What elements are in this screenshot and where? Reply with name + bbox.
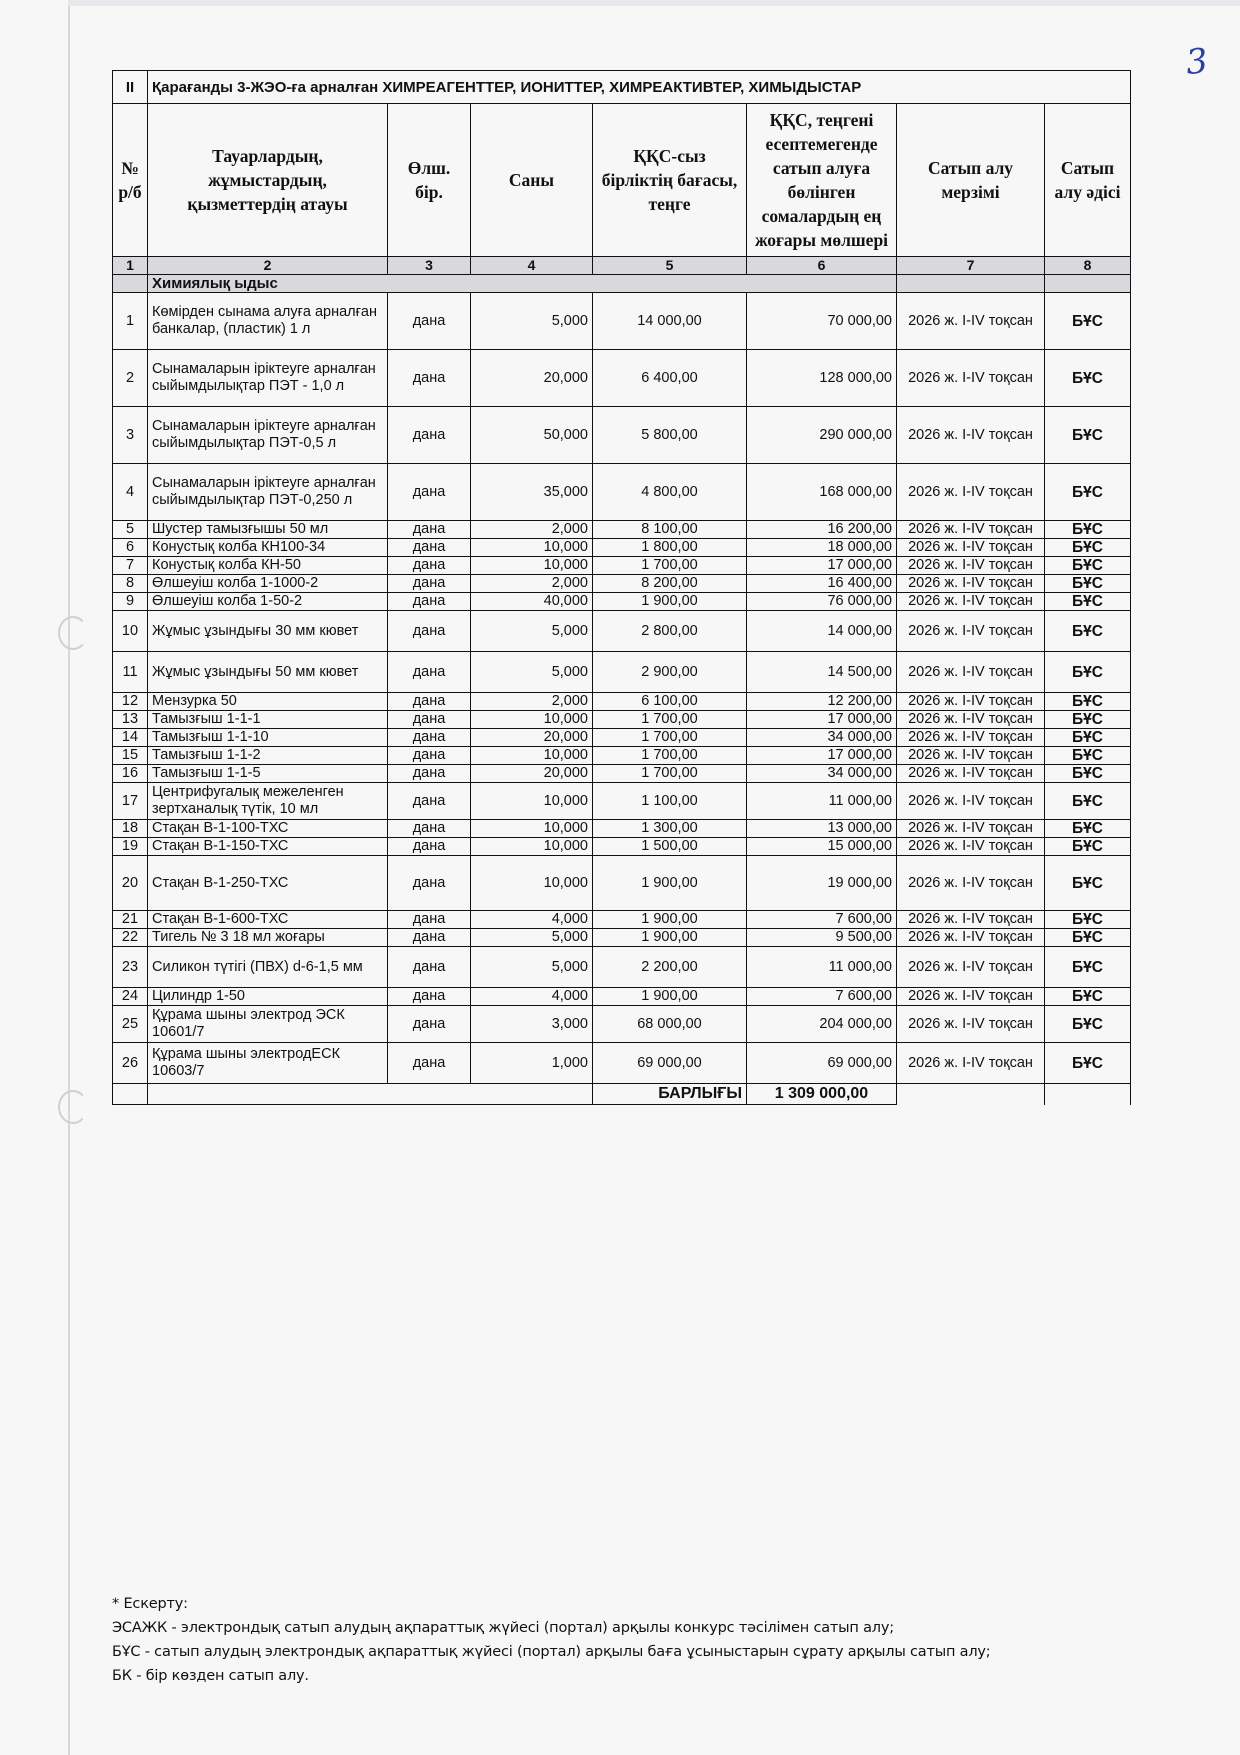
cell-qty: 5,000 (471, 929, 593, 947)
cell-unit: дана (388, 1006, 471, 1043)
cell-amount: 13 000,00 (747, 820, 897, 838)
cell-method: БҰС (1045, 838, 1131, 856)
cell-period: 2026 ж. I-IV тоқсан (897, 575, 1045, 593)
cell-no: 2 (113, 350, 148, 407)
cell-no: 21 (113, 911, 148, 929)
cell-price: 1 700,00 (593, 711, 747, 729)
footnote (112, 1592, 1122, 1688)
cell-no: 19 (113, 838, 148, 856)
section-title: Қарағанды 3-ЖЭО-ға арналған ХИМРЕАГЕНТТЕР, ИОНИТТЕР, ХИМРЕАКТИВТЕР, ХИМЫДЫСТАР (148, 71, 1131, 104)
column-number: 5 (593, 257, 747, 275)
cell-period: 2026 ж. I-IV тоқсан (897, 693, 1045, 711)
cell-name: Стақан В-1-600-ТХС (148, 911, 388, 929)
cell-period: 2026 ж. I-IV тоқсан (897, 820, 1045, 838)
cell-name: Тамызғыш 1-1-1 (148, 711, 388, 729)
cell-no: 20 (113, 856, 148, 911)
cell-unit: дана (388, 693, 471, 711)
cell-price: 69 000,00 (593, 1043, 747, 1084)
cell-price: 2 200,00 (593, 947, 747, 988)
cell-no: 17 (113, 783, 148, 820)
cell-period: 2026 ж. I-IV тоқсан (897, 611, 1045, 652)
cell-amount: 34 000,00 (747, 729, 897, 747)
header-row (113, 104, 1131, 257)
cell-period: 2026 ж. I-IV тоқсан (897, 747, 1045, 765)
table-row (113, 539, 1131, 557)
cell-price: 1 500,00 (593, 838, 747, 856)
table-row (113, 1043, 1131, 1084)
cell-no: 1 (113, 293, 148, 350)
cell-amount: 69 000,00 (747, 1043, 897, 1084)
cell-unit: дана (388, 652, 471, 693)
total-label: БАРЛЫҒЫ (593, 1084, 747, 1105)
cell-name: Шустер тамызғышы 50 мл (148, 521, 388, 539)
cell-amount: 17 000,00 (747, 711, 897, 729)
cell-amount: 128 000,00 (747, 350, 897, 407)
cell-name: Көмірден сынама алуға арналған банкалар, (пластик) 1 л (148, 293, 388, 350)
cell-method: БҰС (1045, 557, 1131, 575)
cell-period: 2026 ж. I-IV тоқсан (897, 350, 1045, 407)
total-row (113, 1084, 1131, 1105)
cell-price: 68 000,00 (593, 1006, 747, 1043)
cell-amount: 19 000,00 (747, 856, 897, 911)
header-unit: Өлш. бір. (388, 104, 471, 257)
cell-method: БҰС (1045, 1043, 1131, 1084)
cell-qty: 10,000 (471, 820, 593, 838)
cell-period: 2026 ж. I-IV тоқсан (897, 652, 1045, 693)
cell-method: БҰС (1045, 350, 1131, 407)
cell-amount: 34 000,00 (747, 765, 897, 783)
cell-name: Өлшеуіш колба 1-1000-2 (148, 575, 388, 593)
cell-price: 2 900,00 (593, 652, 747, 693)
column-number: 1 (113, 257, 148, 275)
cell-unit: дана (388, 783, 471, 820)
cell-price: 1 900,00 (593, 911, 747, 929)
table-row (113, 1006, 1131, 1043)
cell-price: 1 900,00 (593, 988, 747, 1006)
cell-amount: 16 200,00 (747, 521, 897, 539)
cell-name: Цилиндр 1-50 (148, 988, 388, 1006)
cell-method: БҰС (1045, 464, 1131, 521)
table-row (113, 729, 1131, 747)
cell-price: 1 700,00 (593, 729, 747, 747)
cell-period: 2026 ж. I-IV тоқсан (897, 1006, 1045, 1043)
cell-amount: 12 200,00 (747, 693, 897, 711)
cell-name: Стақан В-1-150-ТХС (148, 838, 388, 856)
cell-method: БҰС (1045, 575, 1131, 593)
table-row (113, 557, 1131, 575)
cell-no: 16 (113, 765, 148, 783)
cell-period: 2026 ж. I-IV тоқсан (897, 557, 1045, 575)
cell-amount: 76 000,00 (747, 593, 897, 611)
cell-unit: дана (388, 593, 471, 611)
header-name: Тауарлардың, жұмыстардың, қызметтердің атауы (148, 104, 388, 257)
footnote-title: * Ескерту: (112, 1596, 188, 1612)
cell-amount: 7 600,00 (747, 911, 897, 929)
cell-method: БҰС (1045, 947, 1131, 988)
total-amount: 1 309 000,00 (747, 1084, 897, 1105)
cell-qty: 50,000 (471, 407, 593, 464)
cell-qty: 4,000 (471, 911, 593, 929)
cell-method: БҰС (1045, 911, 1131, 929)
cell-period: 2026 ж. I-IV тоқсан (897, 988, 1045, 1006)
procurement-table (112, 70, 1131, 1105)
table-row (113, 521, 1131, 539)
cell-method: БҰС (1045, 820, 1131, 838)
cell-unit: дана (388, 947, 471, 988)
cell-unit: дана (388, 911, 471, 929)
cell-unit: дана (388, 729, 471, 747)
cell-price: 1 300,00 (593, 820, 747, 838)
cell-period: 2026 ж. I-IV тоқсан (897, 539, 1045, 557)
cell-unit: дана (388, 611, 471, 652)
cell-unit: дана (388, 820, 471, 838)
column-number: 8 (1045, 257, 1131, 275)
cell-name: Силикон түтігі (ПВХ) d-6-1,5 мм (148, 947, 388, 988)
table-body (113, 293, 1131, 1084)
table-row (113, 711, 1131, 729)
cell-period: 2026 ж. I-IV тоқсан (897, 464, 1045, 521)
cell-no: 24 (113, 988, 148, 1006)
cell-price: 8 100,00 (593, 521, 747, 539)
table-row (113, 693, 1131, 711)
table-row (113, 407, 1131, 464)
category-row (113, 275, 1131, 293)
cell-unit: дана (388, 856, 471, 911)
table-row (113, 652, 1131, 693)
table-row (113, 911, 1131, 929)
cell-qty: 4,000 (471, 988, 593, 1006)
cell-no: 25 (113, 1006, 148, 1043)
column-number: 4 (471, 257, 593, 275)
column-number: 7 (897, 257, 1045, 275)
cell-unit: дана (388, 557, 471, 575)
cell-method: БҰС (1045, 693, 1131, 711)
cell-no: 9 (113, 593, 148, 611)
cell-name: Сынамаларын іріктеуге арналған сыйымдылықтар ПЭТ-0,250 л (148, 464, 388, 521)
cell-name: Жұмыс ұзындығы 50 мм кювет (148, 652, 388, 693)
cell-name: Тигель № 3 18 мл жоғары (148, 929, 388, 947)
cell-method: БҰС (1045, 593, 1131, 611)
table-row (113, 988, 1131, 1006)
cell-name: Жұмыс ұзындығы 30 мм кювет (148, 611, 388, 652)
cell-amount: 9 500,00 (747, 929, 897, 947)
cell-method: БҰС (1045, 747, 1131, 765)
cell-method: БҰС (1045, 1006, 1131, 1043)
cell-unit: дана (388, 464, 471, 521)
cell-name: Құрама шыны электродЕСК 10603/7 (148, 1043, 388, 1084)
page-edge (68, 0, 70, 1755)
cell-no: 18 (113, 820, 148, 838)
cell-method: БҰС (1045, 988, 1131, 1006)
cell-no: 11 (113, 652, 148, 693)
punch-hole-mark (58, 1090, 88, 1124)
cell-amount: 11 000,00 (747, 947, 897, 988)
cell-name: Тамызғыш 1-1-2 (148, 747, 388, 765)
cell-period: 2026 ж. I-IV тоқсан (897, 929, 1045, 947)
table-row (113, 593, 1131, 611)
cell-qty: 40,000 (471, 593, 593, 611)
table-row (113, 783, 1131, 820)
cell-name: Сынамаларын іріктеуге арналған сыйымдылықтар ПЭТ-0,5 л (148, 407, 388, 464)
cell-name: Тамызғыш 1-1-10 (148, 729, 388, 747)
cell-period: 2026 ж. I-IV тоқсан (897, 521, 1045, 539)
cell-amount: 17 000,00 (747, 557, 897, 575)
cell-no: 26 (113, 1043, 148, 1084)
cell-no: 15 (113, 747, 148, 765)
cell-period: 2026 ж. I-IV тоқсан (897, 407, 1045, 464)
cell-unit: дана (388, 988, 471, 1006)
cell-price: 4 800,00 (593, 464, 747, 521)
cell-price: 1 700,00 (593, 557, 747, 575)
table-row (113, 464, 1131, 521)
category-label: Химиялық ыдыс (148, 275, 897, 293)
cell-qty: 10,000 (471, 838, 593, 856)
cell-method: БҰС (1045, 521, 1131, 539)
cell-price: 1 900,00 (593, 929, 747, 947)
header-amount: ҚҚС, теңгені есептемегенде сатып алуға бөлінген сомалардың ең жоғары мөлшері (747, 104, 897, 257)
cell-price: 1 900,00 (593, 593, 747, 611)
cell-unit: дана (388, 929, 471, 947)
cell-price: 5 800,00 (593, 407, 747, 464)
cell-method: БҰС (1045, 293, 1131, 350)
column-number: 3 (388, 257, 471, 275)
cell-qty: 1,000 (471, 1043, 593, 1084)
cell-unit: дана (388, 407, 471, 464)
cell-unit: дана (388, 575, 471, 593)
cell-no: 8 (113, 575, 148, 593)
cell-name: Тамызғыш 1-1-5 (148, 765, 388, 783)
cell-price: 1 100,00 (593, 783, 747, 820)
cell-no: 14 (113, 729, 148, 747)
cell-price: 1 700,00 (593, 765, 747, 783)
table-row (113, 765, 1131, 783)
cell-qty: 10,000 (471, 557, 593, 575)
page-top-edge (68, 0, 1240, 6)
cell-method: БҰС (1045, 856, 1131, 911)
table-row (113, 575, 1131, 593)
cell-period: 2026 ж. I-IV тоқсан (897, 783, 1045, 820)
punch-hole-mark (58, 616, 88, 650)
cell-period: 2026 ж. I-IV тоқсан (897, 1043, 1045, 1084)
header-qty: Саны (471, 104, 593, 257)
section-roman: II (113, 71, 148, 104)
cell-price: 6 100,00 (593, 693, 747, 711)
cell-amount: 290 000,00 (747, 407, 897, 464)
footnote-line: БК - бір көзден сатып алу. (112, 1668, 309, 1684)
cell-qty: 3,000 (471, 1006, 593, 1043)
cell-amount: 16 400,00 (747, 575, 897, 593)
table-row (113, 838, 1131, 856)
cell-qty: 35,000 (471, 464, 593, 521)
cell-period: 2026 ж. I-IV тоқсан (897, 947, 1045, 988)
cell-name: Центрифугалық межеленген зертханалық түтік, 10 мл (148, 783, 388, 820)
cell-amount: 70 000,00 (747, 293, 897, 350)
cell-method: БҰС (1045, 711, 1131, 729)
cell-amount: 14 000,00 (747, 611, 897, 652)
cell-amount: 17 000,00 (747, 747, 897, 765)
cell-price: 8 200,00 (593, 575, 747, 593)
cell-qty: 5,000 (471, 947, 593, 988)
cell-method: БҰС (1045, 765, 1131, 783)
cell-period: 2026 ж. I-IV тоқсан (897, 838, 1045, 856)
cell-no: 23 (113, 947, 148, 988)
cell-method: БҰС (1045, 611, 1131, 652)
cell-unit: дана (388, 838, 471, 856)
cell-method: БҰС (1045, 783, 1131, 820)
cell-price: 2 800,00 (593, 611, 747, 652)
cell-qty: 10,000 (471, 539, 593, 557)
cell-no: 6 (113, 539, 148, 557)
cell-price: 1 800,00 (593, 539, 747, 557)
cell-name: Өлшеуіш колба 1-50-2 (148, 593, 388, 611)
cell-method: БҰС (1045, 539, 1131, 557)
cell-period: 2026 ж. I-IV тоқсан (897, 729, 1045, 747)
cell-name: Мензурка 50 (148, 693, 388, 711)
cell-amount: 11 000,00 (747, 783, 897, 820)
cell-qty: 5,000 (471, 293, 593, 350)
cell-no: 3 (113, 407, 148, 464)
table-row (113, 856, 1131, 911)
table-row (113, 820, 1131, 838)
header-period: Сатып алу мерзімі (897, 104, 1045, 257)
footnote-line: БҰС - сатып алудың электрондық ақпараттық жүйесі (портал) арқылы баға ұсыныстарын сұрату арқылы сатып алу; (112, 1644, 991, 1660)
cell-name: Стақан В-1-250-ТХС (148, 856, 388, 911)
cell-no: 5 (113, 521, 148, 539)
cell-no: 22 (113, 929, 148, 947)
table-row (113, 947, 1131, 988)
header-price: ҚҚС-сыз бірліктің бағасы, теңге (593, 104, 747, 257)
cell-qty: 2,000 (471, 521, 593, 539)
cell-method: БҰС (1045, 407, 1131, 464)
cell-period: 2026 ж. I-IV тоқсан (897, 765, 1045, 783)
cell-qty: 10,000 (471, 783, 593, 820)
cell-method: БҰС (1045, 729, 1131, 747)
cell-amount: 168 000,00 (747, 464, 897, 521)
cell-no: 10 (113, 611, 148, 652)
cell-period: 2026 ж. I-IV тоқсан (897, 911, 1045, 929)
cell-no: 12 (113, 693, 148, 711)
column-number: 6 (747, 257, 897, 275)
cell-unit: дана (388, 539, 471, 557)
table-row (113, 293, 1131, 350)
cell-period: 2026 ж. I-IV тоқсан (897, 856, 1045, 911)
cell-amount: 7 600,00 (747, 988, 897, 1006)
cell-method: БҰС (1045, 929, 1131, 947)
cell-name: Құрама шыны электрод ЭСК 10601/7 (148, 1006, 388, 1043)
cell-amount: 204 000,00 (747, 1006, 897, 1043)
cell-name: Конустық колба КН100-34 (148, 539, 388, 557)
cell-unit: дана (388, 293, 471, 350)
cell-unit: дана (388, 765, 471, 783)
cell-name: Конустық колба КН-50 (148, 557, 388, 575)
cell-price: 6 400,00 (593, 350, 747, 407)
cell-amount: 15 000,00 (747, 838, 897, 856)
cell-qty: 5,000 (471, 611, 593, 652)
section-title-row (113, 71, 1131, 104)
column-number: 2 (148, 257, 388, 275)
table-row (113, 747, 1131, 765)
cell-unit: дана (388, 1043, 471, 1084)
cell-no: 13 (113, 711, 148, 729)
header-no: № р/б (113, 104, 148, 257)
cell-qty: 20,000 (471, 350, 593, 407)
column-number-row (113, 257, 1131, 275)
cell-qty: 10,000 (471, 856, 593, 911)
cell-unit: дана (388, 521, 471, 539)
cell-qty: 10,000 (471, 747, 593, 765)
cell-price: 1 700,00 (593, 747, 747, 765)
cell-unit: дана (388, 747, 471, 765)
cell-qty: 10,000 (471, 711, 593, 729)
cell-name: Стақан В-1-100-ТХС (148, 820, 388, 838)
cell-price: 1 900,00 (593, 856, 747, 911)
cell-unit: дана (388, 350, 471, 407)
cell-qty: 20,000 (471, 729, 593, 747)
header-method: Сатып алу әдісі (1045, 104, 1131, 257)
cell-no: 4 (113, 464, 148, 521)
cell-qty: 2,000 (471, 693, 593, 711)
cell-qty: 20,000 (471, 765, 593, 783)
footnote-line: ЭСАЖК - электрондық сатып алудың ақпараттық жүйесі (портал) арқылы конкурс тәсілімен сатып алу; (112, 1620, 894, 1636)
table-row (113, 350, 1131, 407)
cell-no: 7 (113, 557, 148, 575)
handwritten-page-number: 3 (1183, 40, 1210, 84)
cell-period: 2026 ж. I-IV тоқсан (897, 593, 1045, 611)
cell-qty: 5,000 (471, 652, 593, 693)
cell-amount: 14 500,00 (747, 652, 897, 693)
cell-method: БҰС (1045, 652, 1131, 693)
cell-period: 2026 ж. I-IV тоқсан (897, 293, 1045, 350)
cell-unit: дана (388, 711, 471, 729)
cell-qty: 2,000 (471, 575, 593, 593)
cell-price: 14 000,00 (593, 293, 747, 350)
table-row (113, 929, 1131, 947)
cell-name: Сынамаларын іріктеуге арналған сыйымдылықтар ПЭТ - 1,0 л (148, 350, 388, 407)
table-row (113, 611, 1131, 652)
cell-amount: 18 000,00 (747, 539, 897, 557)
cell-period: 2026 ж. I-IV тоқсан (897, 711, 1045, 729)
